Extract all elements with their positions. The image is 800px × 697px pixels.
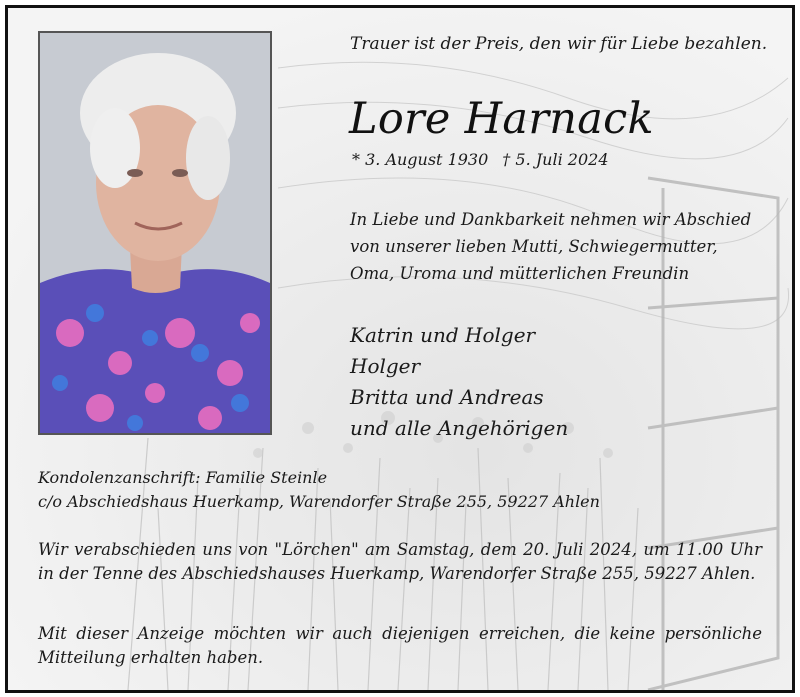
ceremony-info — [38, 538, 762, 586]
deceased-name: Lore Harnack — [349, 94, 654, 144]
intro-line: von unserer lieben Mutti, Schwiegermutter, — [350, 237, 718, 256]
life-dates — [352, 150, 623, 169]
intro-line: In Liebe und Dankbarkeit nehmen wir Abschied — [350, 210, 752, 229]
portrait-photo — [38, 31, 272, 435]
notification-note — [38, 622, 762, 670]
mourner-name: Katrin und Holger — [350, 323, 536, 347]
address-line: Kondolenzanschrift: Familie Steinle — [38, 468, 328, 487]
intro-line: Oma, Uroma und mütterlichen Freundin — [350, 264, 690, 283]
mourner-name: und alle Angehörigen — [350, 416, 569, 440]
mourner-name: Britta und Andreas — [350, 385, 544, 409]
obituary-notice — [5, 5, 795, 693]
ceremony-line: in der Tenne des Abschiedshauses Huerkamp, Warendorfer Straße 255, 59227 Ahlen. — [38, 564, 756, 583]
condolence-address — [38, 466, 600, 514]
death-date: † 5. Juli 2024 — [502, 150, 609, 169]
ceremony-line: Wir verabschieden uns von "Lörchen" am Samstag, dem 20. Juli 2024, um 11.00 Uhr — [38, 540, 762, 559]
note-line: Mitteilung erhalten haben. — [38, 648, 264, 667]
motto: Trauer ist der Preis, den wir für Liebe bezahlen. — [350, 34, 768, 54]
birth-date: * 3. August 1930 — [352, 150, 489, 169]
mourners-list — [350, 320, 568, 444]
address-line: c/o Abschiedshaus Huerkamp, Warendorfer Straße 255, 59227 Ahlen — [38, 492, 600, 511]
note-line: Mit dieser Anzeige möchten wir auch diejenigen erreichen, die keine persönliche — [38, 624, 762, 643]
mourner-name: Holger — [350, 354, 421, 378]
farewell-intro — [350, 206, 751, 287]
